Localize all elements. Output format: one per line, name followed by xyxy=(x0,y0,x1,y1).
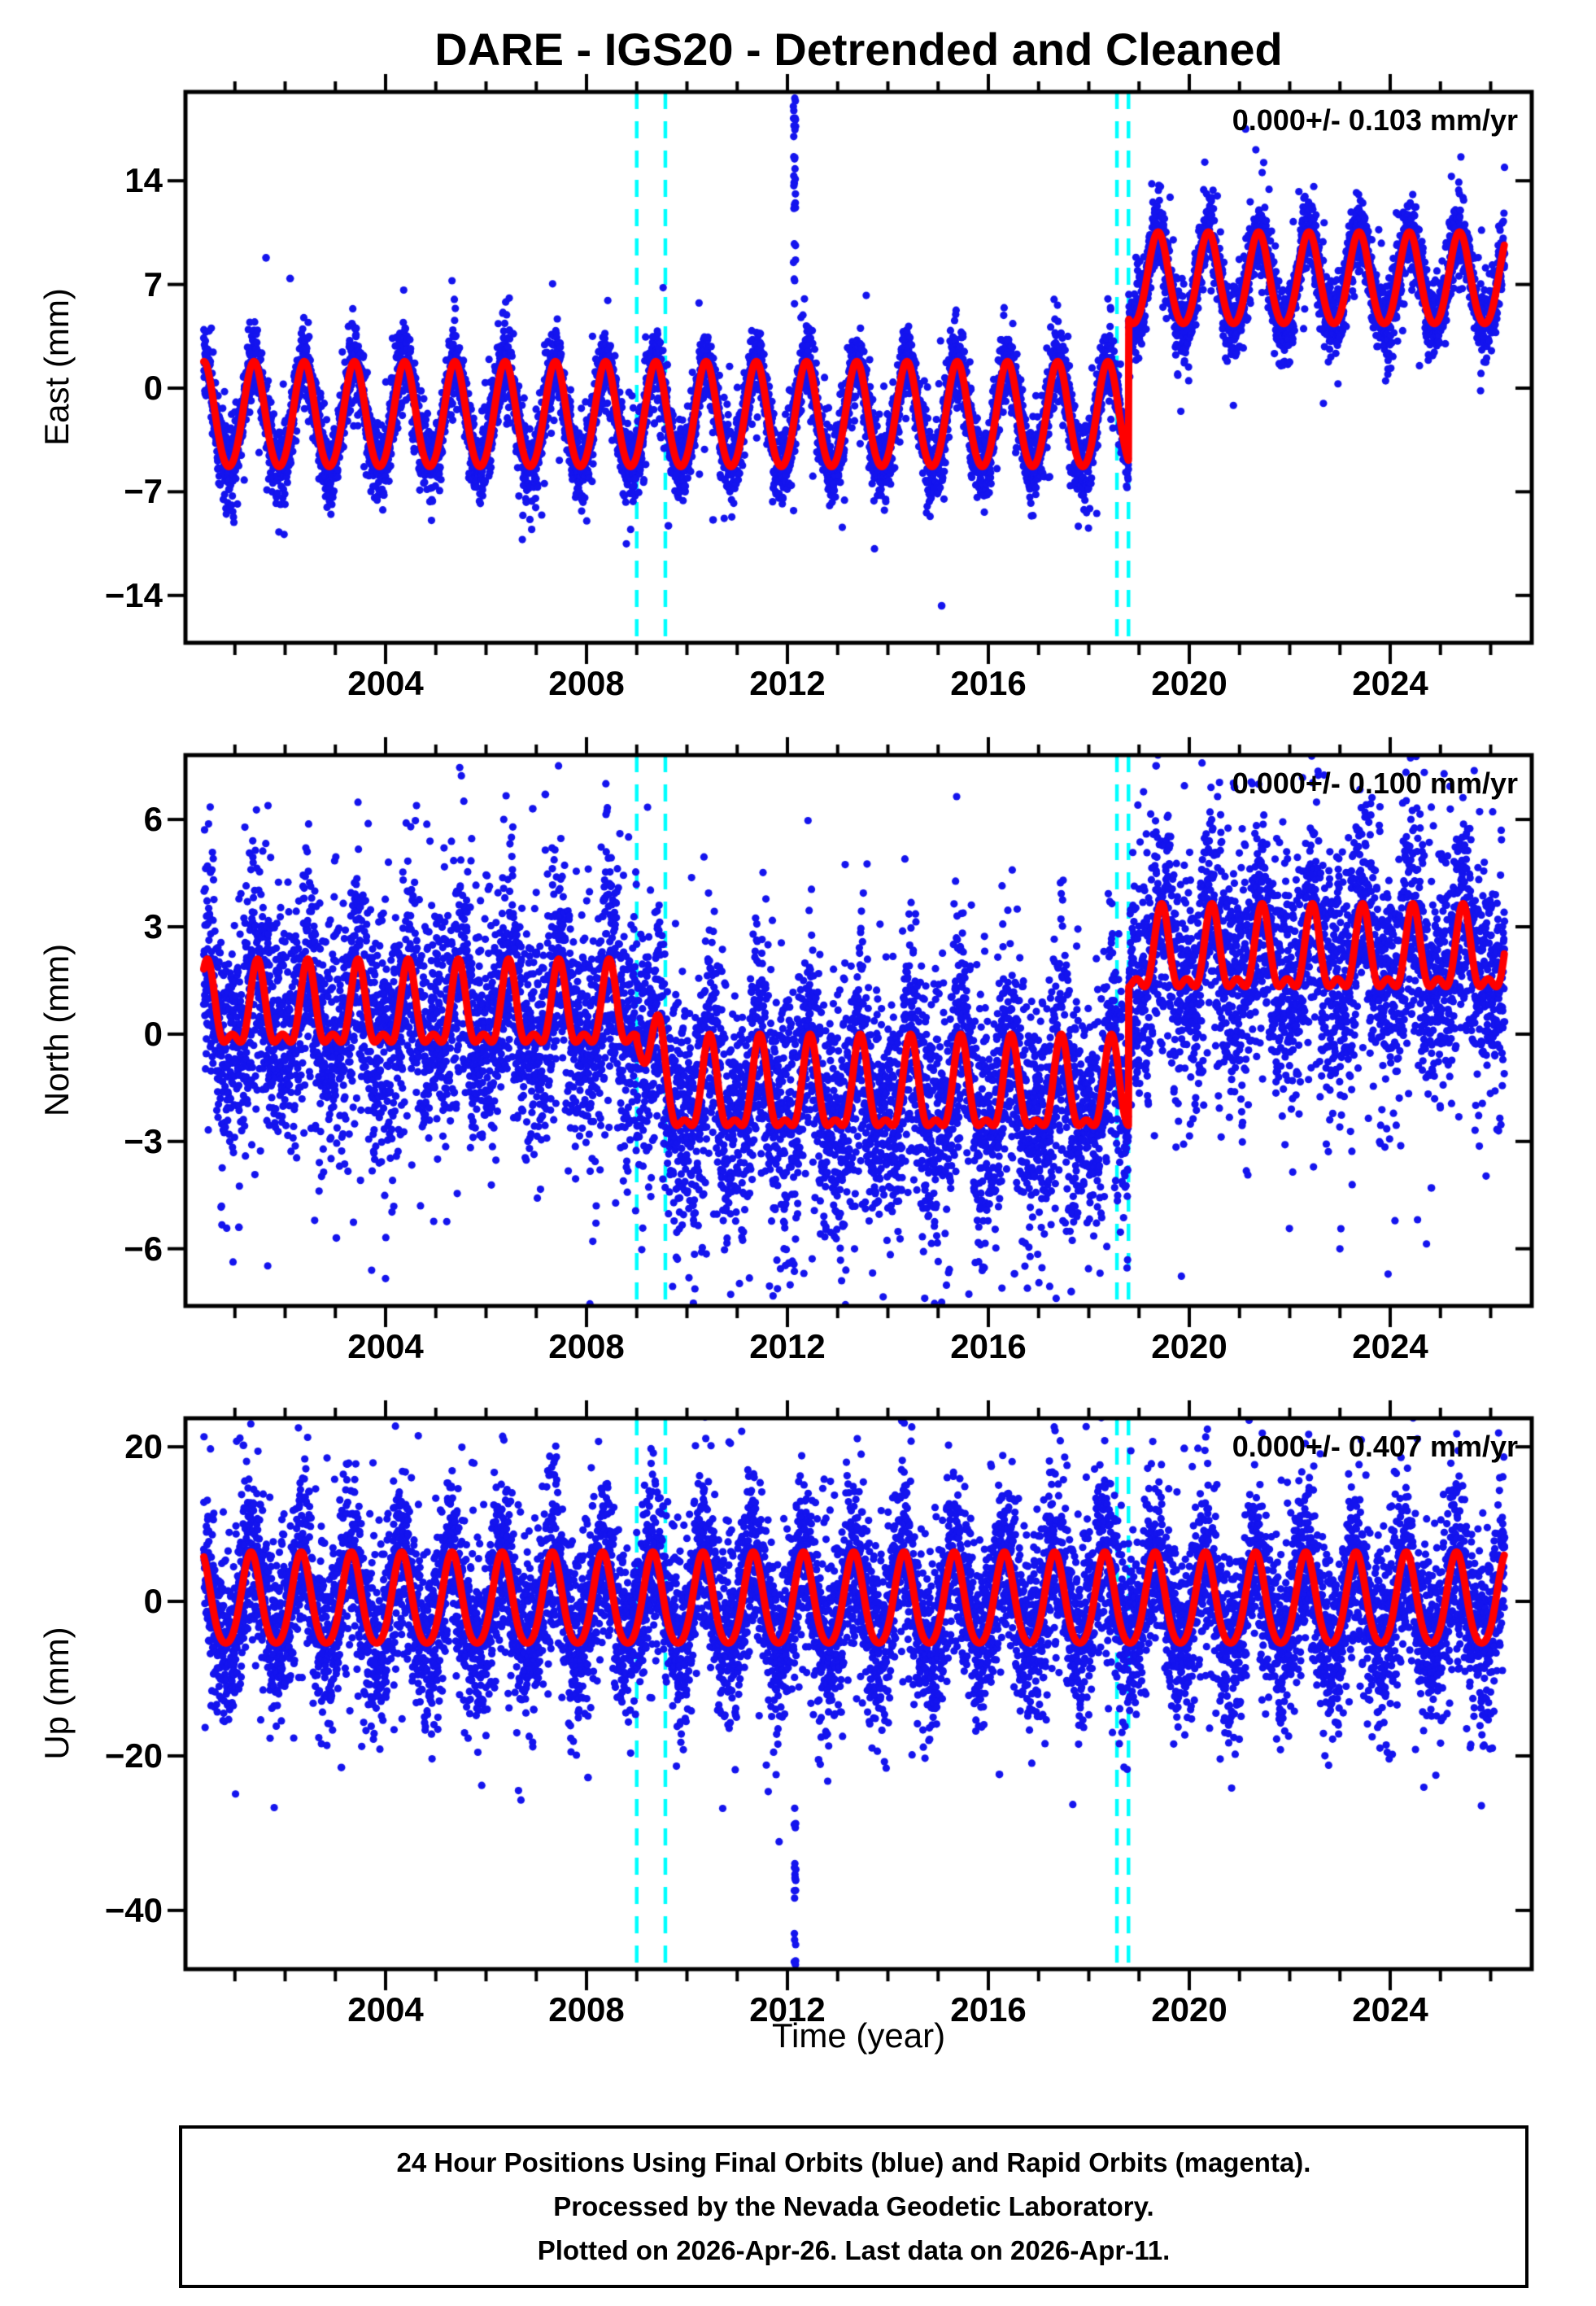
x-tick-label: 2020 xyxy=(1151,664,1228,702)
x-tick-label: 2012 xyxy=(749,1327,826,1365)
y-tick-label: −14 xyxy=(104,575,163,614)
x-tick-label: 2016 xyxy=(950,1327,1027,1365)
y-tick-label: 0 xyxy=(143,1014,163,1053)
x-tick-label: 2012 xyxy=(749,664,826,702)
x-axis-title: Time (year) xyxy=(771,2016,946,2055)
caption-line-3: Plotted on 2026-Apr-26. Last data on 2026-Apr-11. xyxy=(537,2235,1171,2265)
x-tick-label: 2008 xyxy=(548,1990,625,2029)
north-axis-title: North (mm) xyxy=(37,943,76,1117)
caption-line-2: Processed by the Nevada Geodetic Laboratory. xyxy=(553,2191,1154,2221)
x-tick-label: 2024 xyxy=(1352,1327,1428,1365)
x-tick-label: 2020 xyxy=(1151,1327,1228,1365)
y-tick-label: 7 xyxy=(143,264,163,304)
y-tick-label: −7 xyxy=(124,472,163,511)
caption-box xyxy=(179,2125,1528,2288)
y-tick-label: −6 xyxy=(124,1229,163,1268)
x-tick-label: 2024 xyxy=(1352,664,1428,702)
x-tick-label: 2016 xyxy=(950,1990,1027,2029)
y-tick-label: 0 xyxy=(143,368,163,407)
y-tick-label: 14 xyxy=(124,161,163,200)
caption-line-1: 24 Hour Positions Using Final Orbits (blue) and Rapid Orbits (magenta). xyxy=(396,2147,1311,2177)
up-axis-title: Up (mm) xyxy=(37,1627,76,1760)
y-tick-label: 3 xyxy=(143,907,163,946)
x-tick-label: 2016 xyxy=(950,664,1027,702)
y-tick-label: −3 xyxy=(124,1121,163,1160)
x-tick-label: 2020 xyxy=(1151,1990,1228,2029)
x-tick-label: 2004 xyxy=(347,664,424,702)
x-tick-label: 2004 xyxy=(347,1990,424,2029)
east-axis-title: East (mm) xyxy=(37,288,76,446)
up-rate-annotation: 0.000+/- 0.407 mm/yr xyxy=(1232,1430,1518,1463)
x-tick-label: 2024 xyxy=(1352,1990,1428,2029)
y-tick-label: −20 xyxy=(104,1736,163,1775)
x-tick-label: 2012 xyxy=(749,1990,826,2029)
y-tick-label: 0 xyxy=(143,1582,163,1621)
north-rate-annotation: 0.000+/- 0.100 mm/yr xyxy=(1232,766,1518,800)
y-tick-label: 20 xyxy=(124,1427,163,1466)
x-tick-label: 2008 xyxy=(548,664,625,702)
figure-title: DARE - IGS20 - Detrended and Cleaned xyxy=(434,24,1283,75)
east-rate-annotation: 0.000+/- 0.103 mm/yr xyxy=(1232,103,1518,137)
x-tick-label: 2004 xyxy=(347,1327,424,1365)
y-tick-label: −40 xyxy=(104,1890,163,1929)
y-tick-label: 6 xyxy=(143,800,163,839)
x-tick-label: 2008 xyxy=(548,1327,625,1365)
